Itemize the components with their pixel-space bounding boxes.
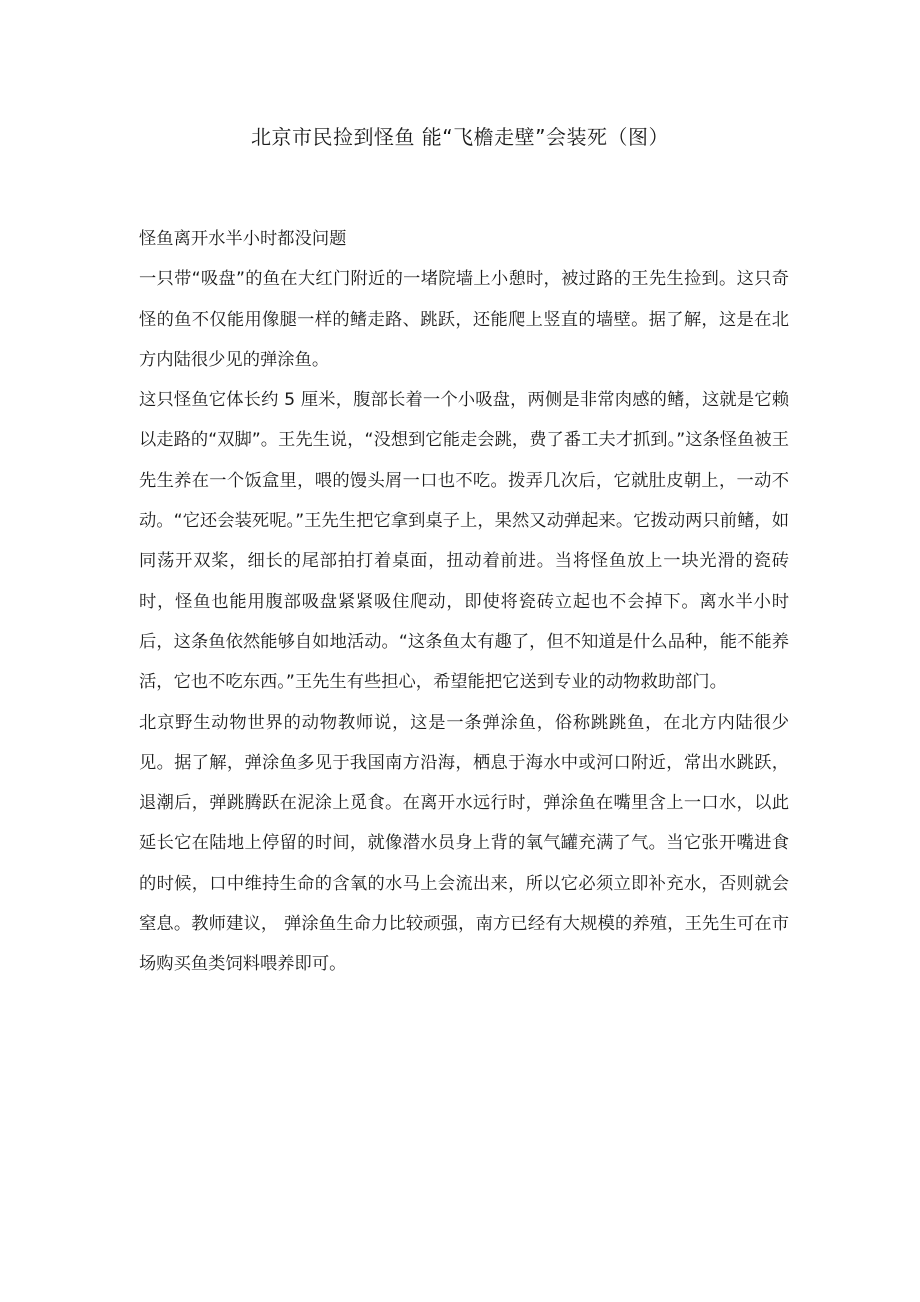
page-title: 北京市民捡到怪鱼 能“飞檐走壁”会装死（图）: [250, 125, 670, 149]
paragraph-1: 一只带“吸盘”的鱼在大红门附近的一堵院墙上小憩时，被过路的王先生捡到。这只奇怪的鱼不仅能用像腿一样的鳍走路、跳跃，还能爬上竖直的墙壁。据了解，这是在北方内陆很少见的弹涂鱼。: [139, 269, 789, 370]
paragraph-2: 这只怪鱼它体长约 5 厘米，腹部长着一个小吸盘，两侧是非常肉感的鳍，这就是它赖以走路的“双脚”。王先生说，“没想到它能走会跳，费了番工夫才抓到。”这条怪鱼被王先生养在一个饭盒里，喂的馒头屑一口也不吃。拨弄几次后，它就肚皮朝上，一动不动。“它还会装死呢。”王先生把它拿到桌子上，果然又动弹起来。它拨动两只前鳍，如同荡开双桨，细长的尾部拍打着桌面，扭动着前进。当将怪鱼放上一块光滑的瓷砖时，怪鱼也能用腹部吸盘紧紧吸住爬动，即使将瓷砖立起也不会掉下。离水半小时后，这条鱼依然能够自如地活动。“这条鱼太有趣了，但不知道是什么品种，能不能养活，它也不吃东西。”王先生有些担心，希望能把它送到专业的动物救助部门。: [139, 390, 789, 693]
article-body: [139, 219, 789, 985]
subheading: 怪鱼离开水半小时都没问题: [139, 229, 347, 249]
paragraph-3: 北京野生动物世界的动物教师说，这是一条弹涂鱼，俗称跳跳鱼，在北方内陆很少见。据了解，弹涂鱼多见于我国南方沿海，栖息于海水中或河口附近，常出水跳跃，退潮后，弹跳腾跃在泥涂上觅食。在离开水远行时，弹涂鱼在嘴里含上一口水，以此延长它在陆地上停留的时间，就像潜水员身上背的氧气罐充满了气。当它张开嘴进食的时候，口中维持生命的含氧的水马上会流出来，所以它必须立即补充水，否则就会窒息。教师建议， 弹涂鱼生命力比较顽强，南方已经有大规模的养殖，王先生可在市场购买鱼类饲料喂养即可。: [139, 712, 789, 975]
